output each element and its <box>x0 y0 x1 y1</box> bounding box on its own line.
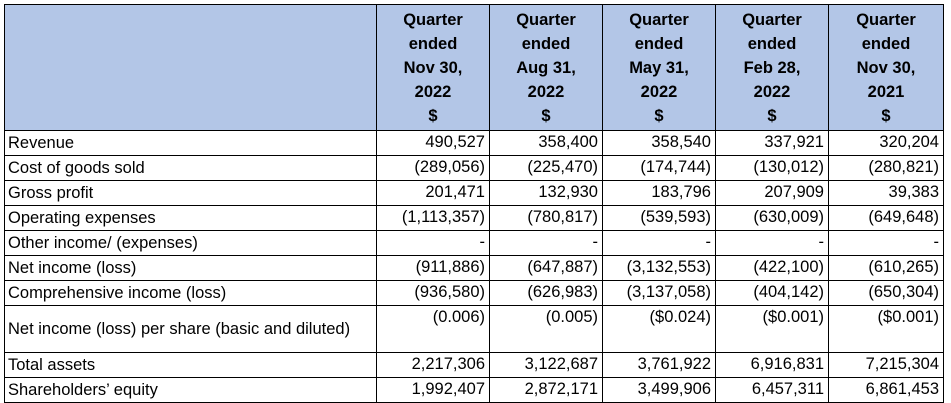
table-cell: 2,872,171 <box>490 378 603 403</box>
table-cell: 132,930 <box>490 181 603 206</box>
header-corner-cell <box>5 5 377 131</box>
table-cell: (647,887) <box>490 256 603 281</box>
column-header: Quarter ended Feb 28, 2022 $ <box>716 5 829 131</box>
table-cell: 490,527 <box>377 131 490 156</box>
table-cell: ($0.001) <box>829 306 944 353</box>
table-cell: (422,100) <box>716 256 829 281</box>
table-row <box>5 353 944 378</box>
table-cell: (911,886) <box>377 256 490 281</box>
table-row <box>5 281 944 306</box>
table-row <box>5 181 944 206</box>
table-cell: 6,457,311 <box>716 378 829 403</box>
column-header: Quarter ended Nov 30, 2021 $ <box>829 5 944 131</box>
row-label: Revenue <box>5 131 377 156</box>
header-row <box>5 5 944 131</box>
table-row <box>5 156 944 181</box>
table-cell: (936,580) <box>377 281 490 306</box>
table-row <box>5 306 944 353</box>
table-cell: (174,744) <box>603 156 716 181</box>
table-cell: (0.006) <box>377 306 490 353</box>
row-label: Comprehensive income (loss) <box>5 281 377 306</box>
table-cell: ($0.024) <box>603 306 716 353</box>
table-cell: 3,122,687 <box>490 353 603 378</box>
table-cell: (630,009) <box>716 206 829 231</box>
table-cell: (780,817) <box>490 206 603 231</box>
table-cell: (1,113,357) <box>377 206 490 231</box>
table-cell: 320,204 <box>829 131 944 156</box>
row-label: Net income (loss) per share (basic and diluted) <box>5 306 377 353</box>
table-cell: (0.005) <box>490 306 603 353</box>
table-cell: (649,648) <box>829 206 944 231</box>
table-cell: (3,137,058) <box>603 281 716 306</box>
row-label: Cost of goods sold <box>5 156 377 181</box>
table-cell: (225,470) <box>490 156 603 181</box>
table-cell: 3,761,922 <box>603 353 716 378</box>
row-label: Other income/ (expenses) <box>5 231 377 256</box>
row-label: Total assets <box>5 353 377 378</box>
table-cell: (3,132,553) <box>603 256 716 281</box>
table-cell: 39,383 <box>829 181 944 206</box>
table-cell: - <box>603 231 716 256</box>
table-cell: (280,821) <box>829 156 944 181</box>
table-cell: 7,215,304 <box>829 353 944 378</box>
table-row <box>5 206 944 231</box>
table-cell: 6,861,453 <box>829 378 944 403</box>
table-cell: (539,593) <box>603 206 716 231</box>
column-header: Quarter ended May 31, 2022 $ <box>603 5 716 131</box>
table-row <box>5 131 944 156</box>
table-cell: - <box>490 231 603 256</box>
table-row <box>5 231 944 256</box>
table-cell: (626,983) <box>490 281 603 306</box>
table-cell: (289,056) <box>377 156 490 181</box>
table-cell: (130,012) <box>716 156 829 181</box>
row-label: Net income (loss) <box>5 256 377 281</box>
table-cell: 207,909 <box>716 181 829 206</box>
row-label: Operating expenses <box>5 206 377 231</box>
table-cell: 6,916,831 <box>716 353 829 378</box>
table-cell: (404,142) <box>716 281 829 306</box>
table-row <box>5 378 944 403</box>
table-cell: - <box>377 231 490 256</box>
table-cell: 358,400 <box>490 131 603 156</box>
table-cell: 358,540 <box>603 131 716 156</box>
financial-summary-table <box>4 4 944 403</box>
table-cell: 1,992,407 <box>377 378 490 403</box>
table-cell: - <box>829 231 944 256</box>
table-cell: (650,304) <box>829 281 944 306</box>
row-label: Gross profit <box>5 181 377 206</box>
table-cell: 201,471 <box>377 181 490 206</box>
table-cell: 3,499,906 <box>603 378 716 403</box>
column-header: Quarter ended Nov 30, 2022 $ <box>377 5 490 131</box>
row-label: Shareholders’ equity <box>5 378 377 403</box>
table-cell: - <box>716 231 829 256</box>
table-cell: 183,796 <box>603 181 716 206</box>
table-cell: 337,921 <box>716 131 829 156</box>
table-cell: 2,217,306 <box>377 353 490 378</box>
column-header: Quarter ended Aug 31, 2022 $ <box>490 5 603 131</box>
table-cell: (610,265) <box>829 256 944 281</box>
table-row <box>5 256 944 281</box>
table-cell: ($0.001) <box>716 306 829 353</box>
